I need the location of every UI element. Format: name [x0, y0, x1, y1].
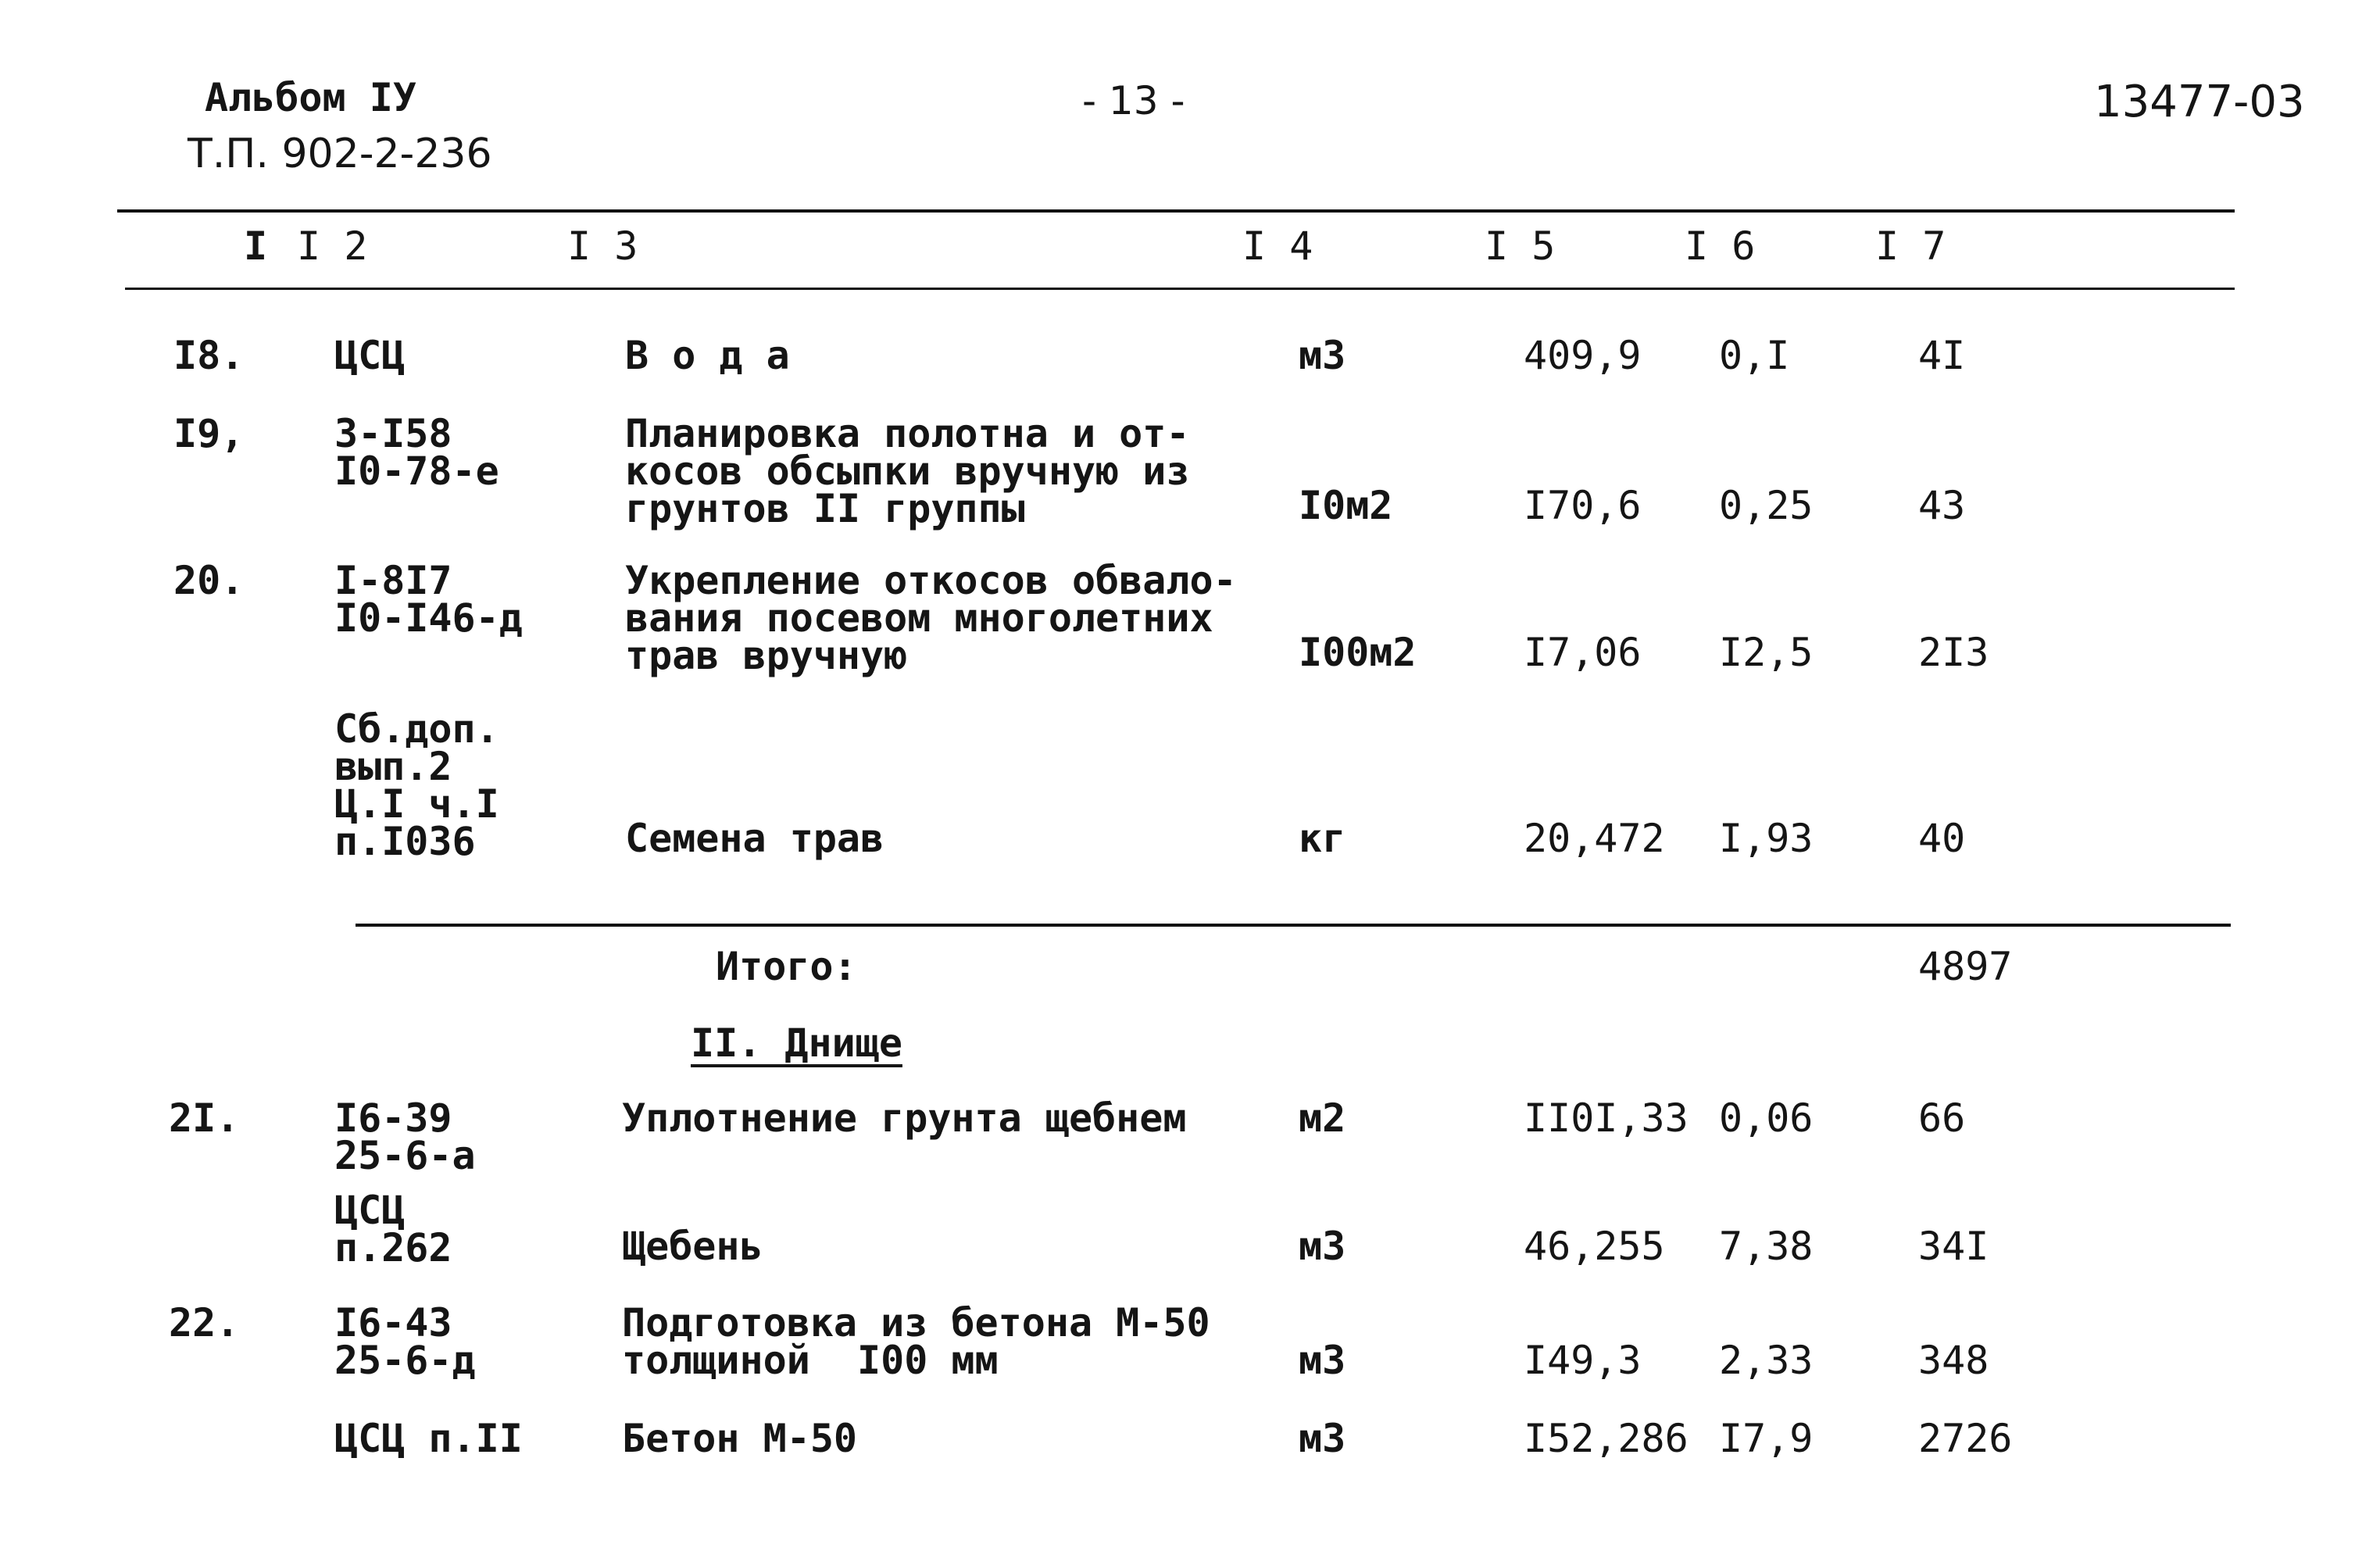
project-number: Т.П. 902-2-236 — [188, 130, 492, 177]
row-number: 22. — [169, 1300, 240, 1346]
row-quantity: I70,6 — [1524, 483, 1642, 528]
row-price: I2,5 — [1719, 630, 1814, 675]
header-rule-top — [117, 209, 2235, 213]
row-quantity: II0I,33 — [1524, 1095, 1689, 1141]
row-description-line: Подготовка из бетона М-50 — [622, 1300, 1210, 1346]
row-unit: м3 — [1299, 1416, 1346, 1461]
row-unit: I00м2 — [1299, 630, 1417, 675]
row-description: Бетон М-50 — [622, 1416, 858, 1461]
row-price: 0,25 — [1719, 483, 1814, 528]
header-rule-bottom — [125, 288, 2235, 290]
row-code-line: п.262 — [334, 1225, 452, 1270]
row-quantity: 409,9 — [1524, 333, 1642, 378]
row-price: 7,38 — [1719, 1224, 1814, 1269]
row-total: 4I — [1918, 333, 1966, 378]
row-price: 0,06 — [1719, 1095, 1814, 1141]
row-unit: м3 — [1299, 333, 1346, 378]
row-quantity: I7,06 — [1524, 630, 1642, 675]
row-code-line: вып.2 — [334, 744, 452, 789]
section-title: II. Днище — [691, 1020, 902, 1066]
row-price: 0,I — [1719, 333, 1790, 378]
row-code-line: I6-39 — [334, 1095, 452, 1141]
row-description: Уплотнение грунта щебнем — [622, 1095, 1187, 1141]
row-unit: м3 — [1299, 1338, 1346, 1383]
row-code-line: 25-6-а — [334, 1133, 476, 1178]
row-description-line: толщиной I00 мм — [622, 1338, 999, 1383]
row-total: 2I3 — [1918, 630, 1989, 675]
row-code-line: I-8I7 — [334, 558, 452, 603]
row-description-line: грунтов II группы — [625, 486, 1025, 531]
column-header-3: I 3 — [567, 223, 638, 269]
row-code-line: I0-78-е — [334, 449, 499, 494]
row-description-line: косов обсыпки вручную из — [625, 449, 1190, 494]
column-header-2: I 2 — [297, 223, 368, 269]
row-total: 43 — [1918, 483, 1966, 528]
subtotal-label: Итого: — [716, 944, 857, 989]
row-code-line: Сб.доп. — [334, 706, 499, 752]
row-code-line: ЦСЦ — [334, 1188, 406, 1233]
row-price: I,93 — [1719, 816, 1814, 861]
row-number: I8. — [173, 333, 245, 378]
row-number: 20. — [173, 558, 245, 603]
row-price: I7,9 — [1719, 1416, 1814, 1461]
row-description: Щебень — [622, 1224, 763, 1269]
row-total: 66 — [1918, 1095, 1966, 1141]
row-description-line: Укрепление откосов обвало- — [625, 558, 1237, 603]
column-header-5: I 5 — [1485, 223, 1556, 269]
row-number: 2I. — [169, 1095, 240, 1141]
row-code: ЦСЦ п.II — [334, 1416, 523, 1461]
column-header-7: I 7 — [1875, 223, 1946, 269]
row-unit: кг — [1299, 816, 1346, 861]
row-code-line: 25-6-д — [334, 1338, 476, 1383]
row-description: В о д а — [625, 333, 790, 378]
row-unit: м3 — [1299, 1224, 1346, 1269]
row-quantity: I52,286 — [1524, 1416, 1689, 1461]
row-number: I9, — [173, 411, 245, 456]
row-total: 40 — [1918, 816, 1966, 861]
subtotal-value: 4897 — [1918, 944, 2013, 989]
subtotal-rule — [356, 924, 2231, 927]
row-total: 2726 — [1918, 1416, 2013, 1461]
row-quantity: 46,255 — [1524, 1224, 1665, 1269]
row-unit: I0м2 — [1299, 483, 1393, 528]
row-code-line: п.I036 — [334, 819, 476, 864]
album-label: Альбом IУ — [205, 75, 416, 120]
row-description-line: Планировка полотна и от- — [625, 411, 1190, 456]
row-description: Семена трав — [625, 816, 884, 861]
row-total: 34I — [1918, 1224, 1989, 1269]
row-quantity: 20,472 — [1524, 816, 1665, 861]
row-unit: м2 — [1299, 1095, 1346, 1141]
row-code-line: I6-43 — [334, 1300, 452, 1346]
page-number: - 13 - — [1082, 78, 1185, 123]
document-number: 13477-03 — [2094, 77, 2305, 127]
row-description-line: вания посевом многолетних — [625, 595, 1213, 641]
column-header-4: I 4 — [1242, 223, 1313, 269]
row-code-line: Ц.I ч.I — [334, 781, 499, 827]
row-description-line: трав вручную — [625, 633, 908, 678]
row-quantity: I49,3 — [1524, 1338, 1642, 1383]
column-header-1: I — [244, 223, 268, 269]
row-code-line: 3-I58 — [334, 411, 452, 456]
row-total: 348 — [1918, 1338, 1989, 1383]
row-code-line: I0-I46-д — [334, 595, 523, 641]
row-price: 2,33 — [1719, 1338, 1814, 1383]
column-header-6: I 6 — [1685, 223, 1756, 269]
row-code: ЦСЦ — [334, 333, 406, 378]
